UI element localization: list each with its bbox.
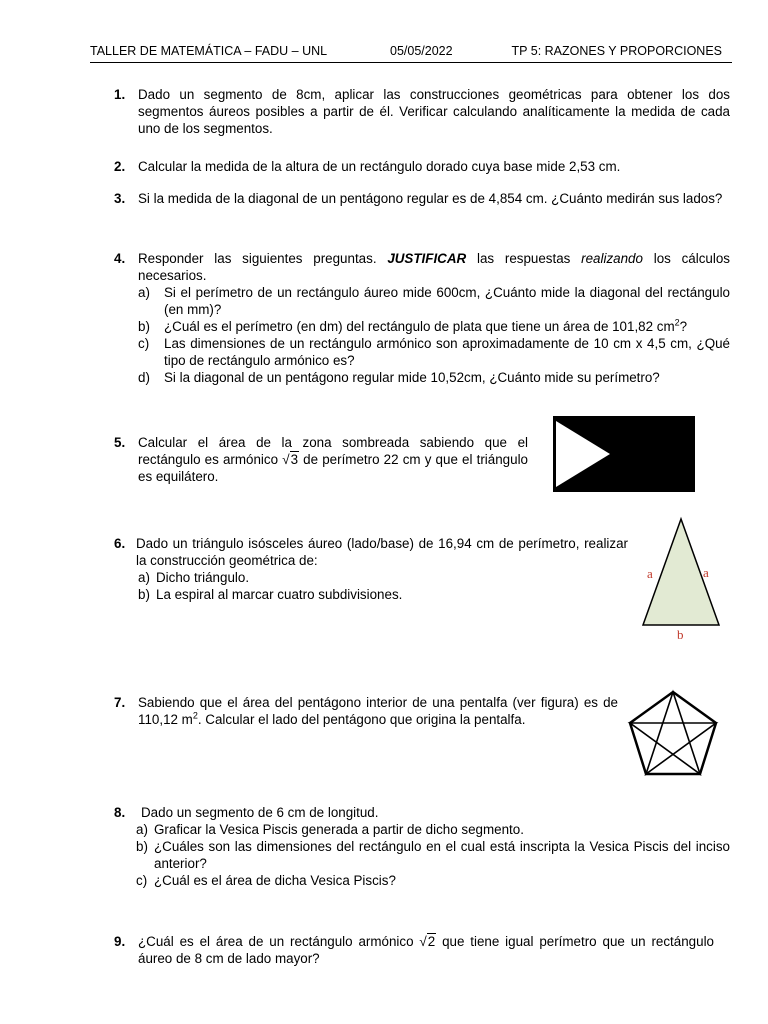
question-text-part: ¿Cuál es el área de un rectángulo armónico — [138, 934, 420, 949]
question-text: Si la medida de la diagonal de un pentágono regular es de 4,854 cm. ¿Cuánto medirán sus lados? — [138, 191, 723, 206]
question-number: 2. — [114, 159, 126, 174]
superscript: 2 — [192, 710, 198, 721]
subquestion-label: a) — [136, 822, 148, 837]
subquestion-a — [136, 821, 730, 838]
subquestion-c — [136, 872, 730, 889]
question-2 — [114, 158, 730, 175]
superscript: 2 — [674, 317, 680, 328]
square-root — [419, 933, 436, 949]
question-number: 8. — [114, 805, 126, 820]
question-text — [138, 933, 714, 967]
question-7 — [114, 694, 618, 728]
emphasis-realizando: realizando — [581, 251, 643, 266]
subquestion-label: b) — [138, 587, 150, 602]
subquestion-text: Si el perímetro de un rectángulo áureo mide 600cm, ¿Cuánto mide la diagonal del rectángulo (en mm)? — [164, 285, 730, 317]
root-sign: √ — [282, 452, 290, 467]
subquestion-text: ¿Cuáles son las dimensiones del rectángulo en el cual está inscripta la Vesica Piscis del inciso anterior? — [154, 839, 730, 871]
subquestion-text: Dicho triángulo. — [156, 570, 250, 585]
base-label: b — [677, 627, 684, 642]
subquestion-b — [138, 586, 628, 603]
question-9 — [114, 933, 714, 967]
question-text: Dado un segmento de 6 cm de longitud. — [141, 805, 379, 820]
subquestion-text: ? — [679, 319, 688, 334]
intro-text: las respuestas — [466, 251, 582, 266]
subquestion-label: c) — [138, 336, 150, 351]
subquestion-a — [138, 569, 628, 586]
question-text-part: Sabiendo que el área del pentágono interior de una pentalfa (ver figura) es de 110,12 m — [138, 695, 618, 727]
subquestion-label: a) — [138, 570, 150, 585]
golden-triangle-figure — [640, 515, 724, 647]
question-number: 9. — [114, 934, 126, 949]
subquestion-a — [138, 284, 730, 318]
emphasis-justificar: JUSTIFICAR — [387, 251, 467, 266]
square-root — [282, 451, 299, 467]
subquestion-text: La espiral al marcar cuatro subdivisiones. — [156, 587, 403, 602]
question-text-part: . Calcular el lado del pentágono que origina la pentalfa. — [197, 712, 526, 727]
header-course: TALLER DE MATEMÁTICA – FADU – UNL — [90, 44, 328, 58]
question-text-part: de perímetro 22 cm y que el triángulo es equilátero. — [138, 452, 528, 484]
page-header — [90, 44, 732, 63]
question-intro — [138, 250, 730, 284]
subquestion-label: d) — [138, 370, 150, 385]
question-6 — [114, 535, 628, 603]
subquestion-c — [138, 335, 730, 369]
question-number: 4. — [114, 251, 126, 266]
question-5 — [114, 434, 528, 485]
subquestion-text: ¿Cuál es el área de dicha Vesica Piscis? — [154, 873, 396, 888]
subquestion-text: Las dimensiones de un rectángulo armónico son aproximadamente de 10 cm x 4,5 cm, ¿Qué tipo de rectángulo armónico es? — [164, 336, 730, 368]
question-number: 7. — [114, 695, 126, 710]
subquestion-label: c) — [136, 873, 148, 888]
intro-text: los cálculos necesarios. — [138, 251, 730, 283]
question-text-part: que tiene igual perímetro que un rectángulo áureo de 8 cm de lado mayor? — [138, 934, 714, 966]
question-number: 3. — [114, 191, 126, 206]
root-value: 2 — [427, 934, 436, 949]
subquestion-text: Graficar la Vesica Piscis generada a partir de dicho segmento. — [154, 822, 524, 837]
question-text — [138, 434, 528, 485]
question-text: Dado un segmento de 8cm, aplicar las construcciones geométricas para obtener los dos segmentos áureos posibles a partir de él. Verificar calculando analíticamente la medida de cada uno de los segmentos. — [138, 87, 730, 136]
root-value: 3 — [290, 452, 299, 467]
subquestion-text: ¿Cuál es el perímetro (en dm) del rectángulo de plata que tiene un área de 101,82 cm — [164, 319, 675, 334]
subquestion-text: Si la diagonal de un pentágono regular mide 10,52cm, ¿Cuánto mide su perímetro? — [164, 370, 660, 385]
subquestion-b — [138, 318, 730, 335]
subquestion-b — [136, 838, 730, 872]
question-text: Calcular la medida de la altura de un rectángulo dorado cuya base mide 2,53 cm. — [138, 159, 621, 174]
question-number: 6. — [114, 536, 126, 551]
shaded-rectangle-figure — [553, 416, 695, 492]
question-number: 1. — [114, 87, 126, 102]
header-date: 05/05/2022 — [390, 44, 453, 58]
intro-text: Responder las siguientes preguntas. — [138, 251, 388, 266]
question-text-part: Calcular el área de la zona sombreada sabiendo que el rectángulo es armónico — [138, 435, 528, 467]
root-sign: √ — [419, 934, 427, 949]
subquestion-d — [138, 369, 730, 386]
question-3 — [114, 190, 730, 207]
subquestion-label: a) — [138, 285, 150, 300]
question-text: Dado un triángulo isósceles áureo (lado/base) de 16,94 cm de perímetro, realizar la construcción geométrica de: — [136, 536, 628, 568]
side-label-left: a — [647, 566, 653, 581]
question-1 — [114, 86, 730, 137]
question-8 — [114, 804, 730, 889]
question-number: 5. — [114, 435, 126, 450]
question-4 — [114, 250, 730, 386]
subquestion-label: b) — [136, 839, 148, 854]
header-tp-title: TP 5: RAZONES Y PROPORCIONES — [511, 44, 722, 58]
side-label-right: a — [703, 565, 709, 580]
pentalfa-figure — [626, 688, 720, 778]
question-text — [138, 694, 618, 728]
subquestion-label: b) — [138, 319, 150, 334]
